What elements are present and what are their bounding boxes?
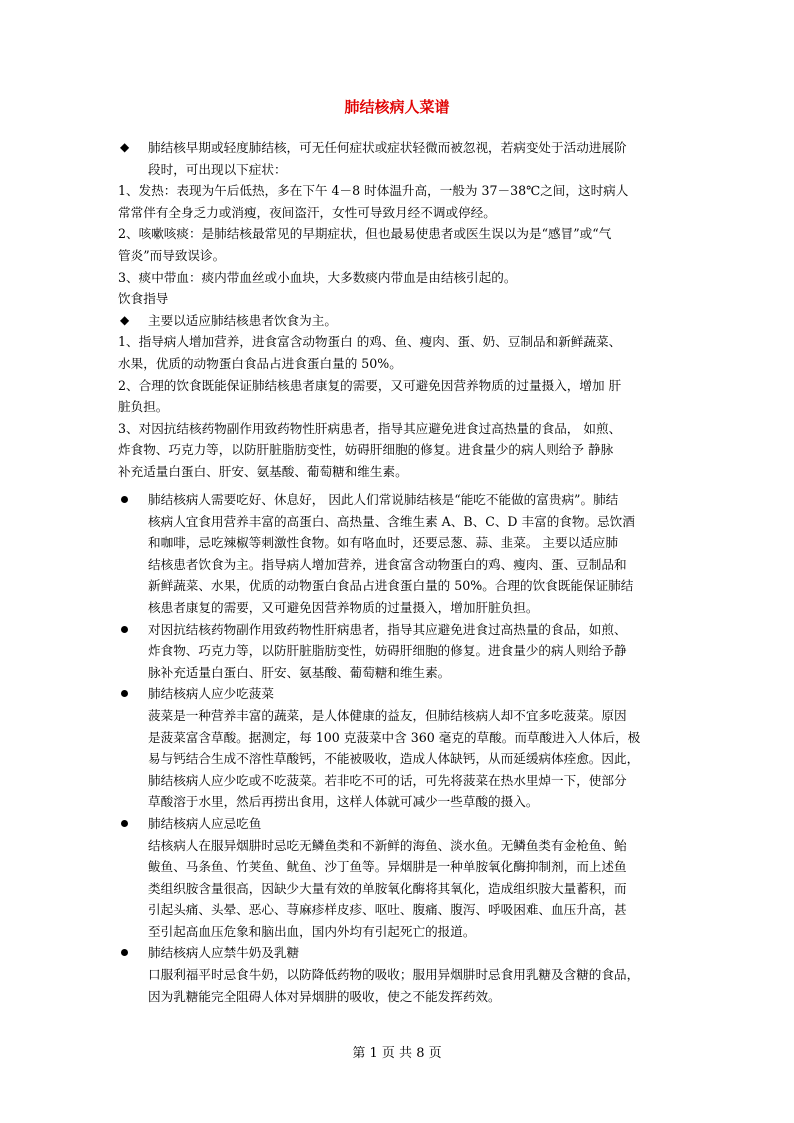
diamond-bullet-icon: ◆ [120, 140, 130, 154]
page-title: 肺结核病人菜谱 [344, 98, 450, 116]
intro-line: 段时，可出现以下症状： [148, 161, 287, 177]
list-item: 肺结核病人应忌吃鱼 结核病人在服异烟肼时忌吃无鳞鱼类和不新鲜的海鱼、淡水鱼。无鳞鱼类有金枪鱼、鲐 鲅鱼、马条鱼、竹荚鱼、鱿鱼、沙丁鱼等。异烟肼是一种单胺氧化酶抑制剂，而上述鱼 类组织胺含量很高，因缺少大量有效的单胺氧化酶将其氧化，造成组织胺大量蓄积，而 引起头痛、头晕、恶心、荨麻疹样皮疹、呕吐、腹痛、腹泻、呼吸困难、血压升高，甚 至引起高血压危象和脑出血，国内外均有引起死亡的报道。 [118, 813, 678, 943]
symptom-item: 3、痰中带血：痰内带血丝或小血块，大多数痰内带血是由结核引起的。 [118, 269, 517, 285]
intro-line: 肺结核早期或轻度肺结核，可无任何症状或症状轻微而被忽视，若病变处于活动进展阶 [148, 140, 627, 155]
list-item: 肺结核病人应禁牛奶及乳糖 口服利福平时忌食牛奶，以防降低药物的吸收；服用异烟肼时忌食用乳糖及含糖的食品， 因为乳糖能完全阻碍人体对异烟肼的吸收，使之不能发挥药效。 [118, 942, 678, 1007]
round-bullet-icon [121, 949, 128, 956]
diamond-bullet-icon: ◆ [120, 312, 130, 327]
round-bullet-icon [121, 496, 128, 503]
bullet-list [118, 489, 678, 1007]
diet-item: 3、对因抗结核药物副作用致药物性肝病患者，指导其应避免进食过高热量的食品， 如煎、 炸食物、巧克力等，以防肝脏脂肪变性，妨碍肝细胞的修复。进食量少的病人则给予 静脉 补充适量白蛋白、肝安、氨基酸、葡萄糖和维生素。 [118, 420, 622, 479]
list-item: 对因抗结核药物副作用致药物性肝病患者，指导其应避免进食过高热量的食品，如煎、 炸食物、巧克力等，以防肝脏脂肪变性，妨碍肝细胞的修复。进食量少的病人则给予静 脉补充适量白蛋白、肝安、氨基酸、葡萄糖和维生素。 [118, 619, 678, 684]
item-heading: 肺结核病人应少吃菠菜 [148, 686, 274, 702]
symptom-item: 2、咳嗽咳痰：是肺结核最常见的早期症状，但也最易使患者或医生误以为是“感冒”或“气 管炎”而导致误诊。 [118, 226, 612, 263]
round-bullet-icon [121, 820, 128, 827]
round-bullet-icon [121, 690, 128, 697]
diet-item: 2、合理的饮食既能保证肺结核患者康复的需要，又可避免因营养物质的过量摄入，增加 肝 脏负担。 [118, 377, 622, 415]
symptom-item: 1、发热：表现为午后低热，多在下午 4－8 时体温升高，一般为 37－38℃之间，这时病人 常常伴有全身乏力或消瘦，夜间盗汗，女性可导致月经不调或停经。 [118, 183, 629, 220]
diet-heading: 饮食指导 [118, 291, 169, 307]
diet-item: 1、指导病人增加营养，进食富含动物蛋白 的鸡、鱼、瘦肉、蛋、奶、豆制品和新鲜蔬菜、 水果，优质的动物蛋白食品占进食蛋白量的 50%。 [118, 334, 622, 371]
list-item: 肺结核病人需要吃好、休息好， 因此人们常说肺结核是“能吃不能做的富贵病”。肺结 核病人宜食用营养丰富的高蛋白、高热量、含维生素 A、B、C、D 丰富的食物。忌饮酒 和咖啡，忌吃辣椒等刺激性食物。如有咯血时，还要忌葱、蒜、韭菜。 主要以适应肺 结核患者饮食为主。指导病人增加营养，进食富含动物蛋白的鸡、瘦肉、蛋、豆制品和 新鲜蔬菜、水果，优质的动物蛋白食品占进食蛋白量的 50%。合理的饮食既能保证肺结 核患者康复的需要，又可避免因营养物质的过量摄入，增加肝脏负担。 [118, 489, 678, 619]
item-heading: 肺结核病人应忌吃鱼 [148, 815, 262, 831]
list-item: 肺结核病人应少吃菠菜 菠菜是一种营养丰富的蔬菜，是人体健康的益友，但肺结核病人却不宜多吃菠菜。原因 是菠菜富含草酸。据测定，每 100 克菠菜中含 360 毫克的草酸。而草酸进入人体后，极 易与钙结合生成不溶性草酸钙，不能被吸收，造成人体缺钙，从而延缓病体痊愈。因此， 肺结核病人应少吃或不吃菠菜。若非吃不可的话，可先将菠菜在热水里焯一下，使部分 草酸溶于水里，然后再捞出食用，这样人体就可减少一些草酸的摄入。 [118, 683, 678, 813]
diet-bullet: ◆ 主要以适应肺结核患者饮食为主。 [118, 310, 686, 332]
round-bullet-icon [121, 626, 128, 633]
intro-bullet [118, 137, 686, 180]
intro-section [118, 137, 686, 483]
item-heading: 肺结核病人应禁牛奶及乳糖 [148, 945, 300, 961]
page-footer: 第 1 页 共 8 页 [352, 1046, 442, 1061]
